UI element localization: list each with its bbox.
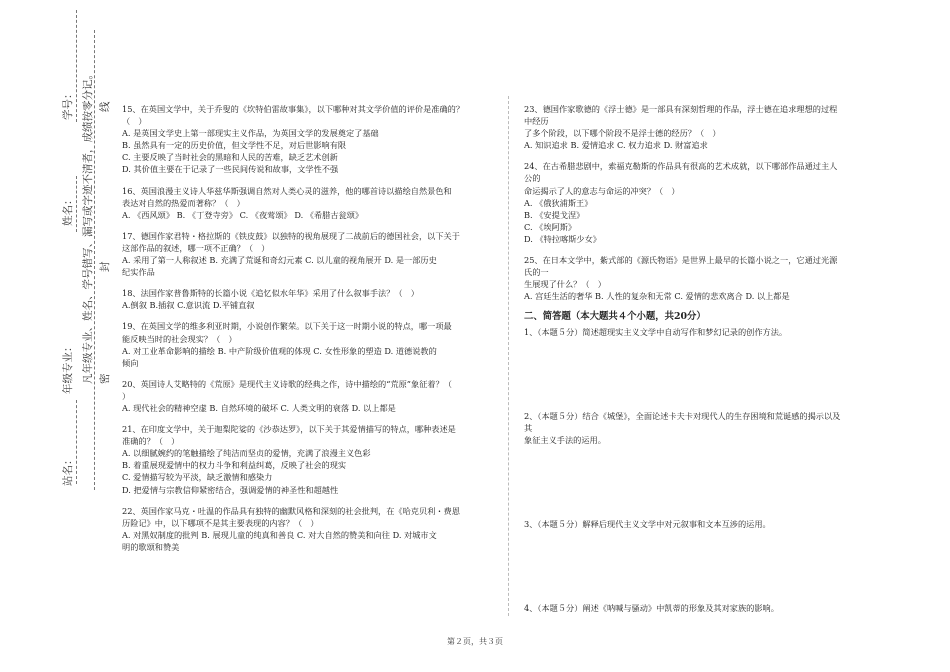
binding-margin	[0, 0, 110, 672]
question-19: 19、在英国文学的维多利亚时期，小说创作繁荣。以下关于这一时期小说的特点，哪一项最 能反映当时的社会现实？（ ） A. 对工业革命影响的描绘 B. 中产阶级价值观的体现 C. 女性形象的塑造 D. 道德说教的 倾向	[122, 320, 492, 368]
short-answer-2-cont: 象征主义手法的运用。	[524, 434, 606, 445]
option: 纪实作品	[122, 267, 155, 278]
binding-mark-xian: 线	[99, 101, 111, 112]
binding-mark-mi: 密	[99, 373, 111, 384]
option: D. 其价值主要在于记录了一些民间传说和故事，文学性不强	[122, 164, 339, 175]
option: 倾向	[122, 357, 139, 368]
option: D. 《特拉喀斯少女》	[524, 233, 601, 244]
section-title-short-answer: 二、简答题（本大题共４个小题，共20分）	[524, 311, 706, 323]
binding-warning: 凡年级专业、姓名、学号错写、漏写或字迹不清者，成绩按零分记。	[82, 69, 94, 384]
short-answer-1: 1、（本题５分）简述超现实主义文学中自动写作和梦幻记录的创作方法。	[524, 326, 788, 337]
binding-mark-feng: 封	[99, 261, 111, 272]
option: C. 爱情描写较为平淡，缺乏激情和感染力	[122, 472, 273, 483]
option: 明的歌颂和赞美	[122, 541, 180, 552]
student-id-label: 学号：	[62, 88, 74, 120]
question-21: 21、在印度文学中，关于迦梨陀娑的《沙恭达罗》，以下关于其爱情描写的特点，哪种表述是 准确的？（ ） A. 以细腻婉约的笔触描绘了纯洁而坚贞的爱情，充满了浪漫主义色彩 B. 着重展现爱情中的权力斗争和利益纠葛，反映了社会的现实 C. 爱情描写较为平淡，缺乏激情和感染力 D. 把爱情与宗教信仰紧密结合，强调爱情的神圣性和超越性	[122, 423, 492, 496]
question-17: 17、德国作家君特・格拉斯的《铁皮鼓》以独特的视角展现了二战前后的德国社会，以下关于 这部作品的叙述，哪一项不正确？（ ） A. 采用了第一人称叙述 B. 充满了荒诞和奇幻元素 C. 以儿童的视角展开 D. 是一部历史 纪实作品	[122, 230, 492, 278]
grade-major-label: 年级专业：	[62, 341, 74, 394]
column-divider	[508, 96, 509, 616]
left-column	[122, 103, 492, 562]
short-answer-4: 4、（本题５分）阐述《呐喊与骚动》中凯蒂的形象及其对家族的影响。	[524, 602, 779, 613]
option: D. 把爱情与宗教信仰紧密结合，强调爱情的神圣性和超越性	[122, 484, 339, 495]
question-16: 16、英国浪漫主义诗人华兹华斯强调自然对人类心灵的滋养，他的哪首诗以描绘自然景色和 表达对自然的热爱而著称？（ ） A. 《西风颂》 B. 《丁登寺旁》 C. 《夜莺颂》 D. 《希腊古瓮颂》	[122, 185, 492, 221]
option: A. 宫廷生活的奢华 B. 人性的复杂和无常 C. 爱情的悲欢离合 D. 以上都是	[524, 291, 790, 302]
option: A. 以细腻婉约的笔触描绘了纯洁而坚贞的爱情，充满了浪漫主义色彩	[122, 448, 371, 459]
option: B. 虽然具有一定的历史价值，但文学性不足，对后世影响有限	[122, 140, 347, 151]
option: C. 主要反映了当时社会的黑暗和人民的苦难，缺乏艺术创新	[122, 152, 338, 163]
option: A. 是英国文学史上第一部现实主义作品，为英国文学的发展奠定了基础	[122, 128, 379, 139]
name-underline	[76, 176, 77, 232]
option: B. 《安提戈涅》	[524, 209, 585, 220]
student-id-underline	[76, 10, 77, 122]
option: A. 对工业革命影响的描绘 B. 中产阶级价值观的体现 C. 女性形象的塑造 D. 道德说教的	[122, 345, 437, 356]
option: A. 《西风颂》 B. 《丁登寺旁》 C. 《夜莺颂》 D. 《希腊古瓮颂》	[122, 209, 364, 220]
short-answer-2: 2、（本题５分）结合《城堡》，全面论述卡夫卡对现代人的生存困境和荒诞感的揭示以及其	[524, 410, 841, 433]
name-label: 姓名：	[62, 194, 74, 226]
right-column	[524, 103, 842, 614]
option: A. 《俄狄浦斯王》	[524, 197, 593, 208]
station-underline	[76, 400, 77, 484]
option: C. 《埃阿斯》	[524, 221, 577, 232]
question-20: 20、英国诗人艾略特的《荒原》是现代主义诗歌的经典之作，诗中描绘的“荒原”象征着？（ ） A. 现代社会的精神空虚 B. 自然环境的破坏 C. 人类文明的衰落 D. 以上都是	[122, 378, 492, 414]
option: A. 采用了第一人称叙述 B. 充满了荒诞和奇幻元素 C. 以儿童的视角展开 D. 是一部历史	[122, 255, 437, 266]
station-label: 站名：	[62, 454, 74, 486]
seal-line	[94, 30, 95, 490]
question-15: 15、在英国文学中，关于乔叟的《坎特伯雷故事集》，以下哪种对其文学价值的评价是准确的？ （ ） A. 是英国文学史上第一部现实主义作品，为英国文学的发展奠定了基础 B. 虽然具有一定的历史价值，但文学性不足，对后世影响有限 C. 主要反映了当时社会的黑暗和人民的苦难，缺乏艺术创新 D. 其价值主要在于记录了一些民间传说和故事，文学性不强	[122, 103, 492, 176]
option: A. 现代社会的精神空虚 B. 自然环境的破坏 C. 人类文明的衰落 D. 以上都是	[122, 402, 396, 413]
option: B. 着重展现爱情中的权力斗争和利益纠葛，反映了社会的现实	[122, 460, 347, 471]
short-answer-3: 3、（本题５分）解释后现代主义文学中对元叙事和文本互涉的运用。	[524, 518, 771, 529]
question-18: 18、法国作家普鲁斯特的长篇小说《追忆似水年华》采用了什么叙事手法？（ ） A.倒叙 B.插叙 C.意识流 D.平铺直叙	[122, 287, 492, 311]
question-24: 24、在古希腊悲剧中，索福克勒斯的作品具有很高的艺术成就，以下哪部作品通过主人公的 命运揭示了人的意志与命运的冲突？（ ） A. 《俄狄浦斯王》 B. 《安提戈涅》 C. 《埃阿斯》 D. 《特拉喀斯少女》	[524, 160, 842, 245]
question-22: 22、英国作家马克・吐温的作品具有独特的幽默风格和深刻的社会批判，在《哈克贝利・费恩 历险记》中，以下哪项不是其主要表现的内容？（ ） A. 对黑奴制度的批判 B. 展现儿童的纯真和善良 C. 对大自然的赞美和向往 D. 对城市文 明的歌颂和赞美	[122, 505, 492, 553]
option: A.倒叙 B.插叙 C.意识流 D.平铺直叙	[122, 300, 255, 311]
question-25: 25、在日本文学中，紫式部的《源氏物语》是世界上最早的长篇小说之一，它通过光源氏的一 生展现了什么？（ ） A. 宫廷生活的奢华 B. 人性的复杂和无常 C. 爱情的悲欢离合 D. 以上都是	[524, 254, 842, 302]
question-23: 23、德国作家歌德的《浮士德》是一部具有深刻哲理的作品，浮士德在追求理想的过程中经历 了多个阶段，以下哪个阶段不是浮士德的经历？（ ） A. 知识追求 B. 爱情追求 C. 权力追求 D. 财富追求	[524, 103, 842, 151]
option: A. 对黑奴制度的批判 B. 展现儿童的纯真和善良 C. 对大自然的赞美和向往 D. 对城市文	[122, 529, 437, 540]
option: A. 知识追求 B. 爱情追求 C. 权力追求 D. 财富追求	[524, 140, 708, 151]
page-footer: 第２页，共３页	[447, 637, 503, 646]
